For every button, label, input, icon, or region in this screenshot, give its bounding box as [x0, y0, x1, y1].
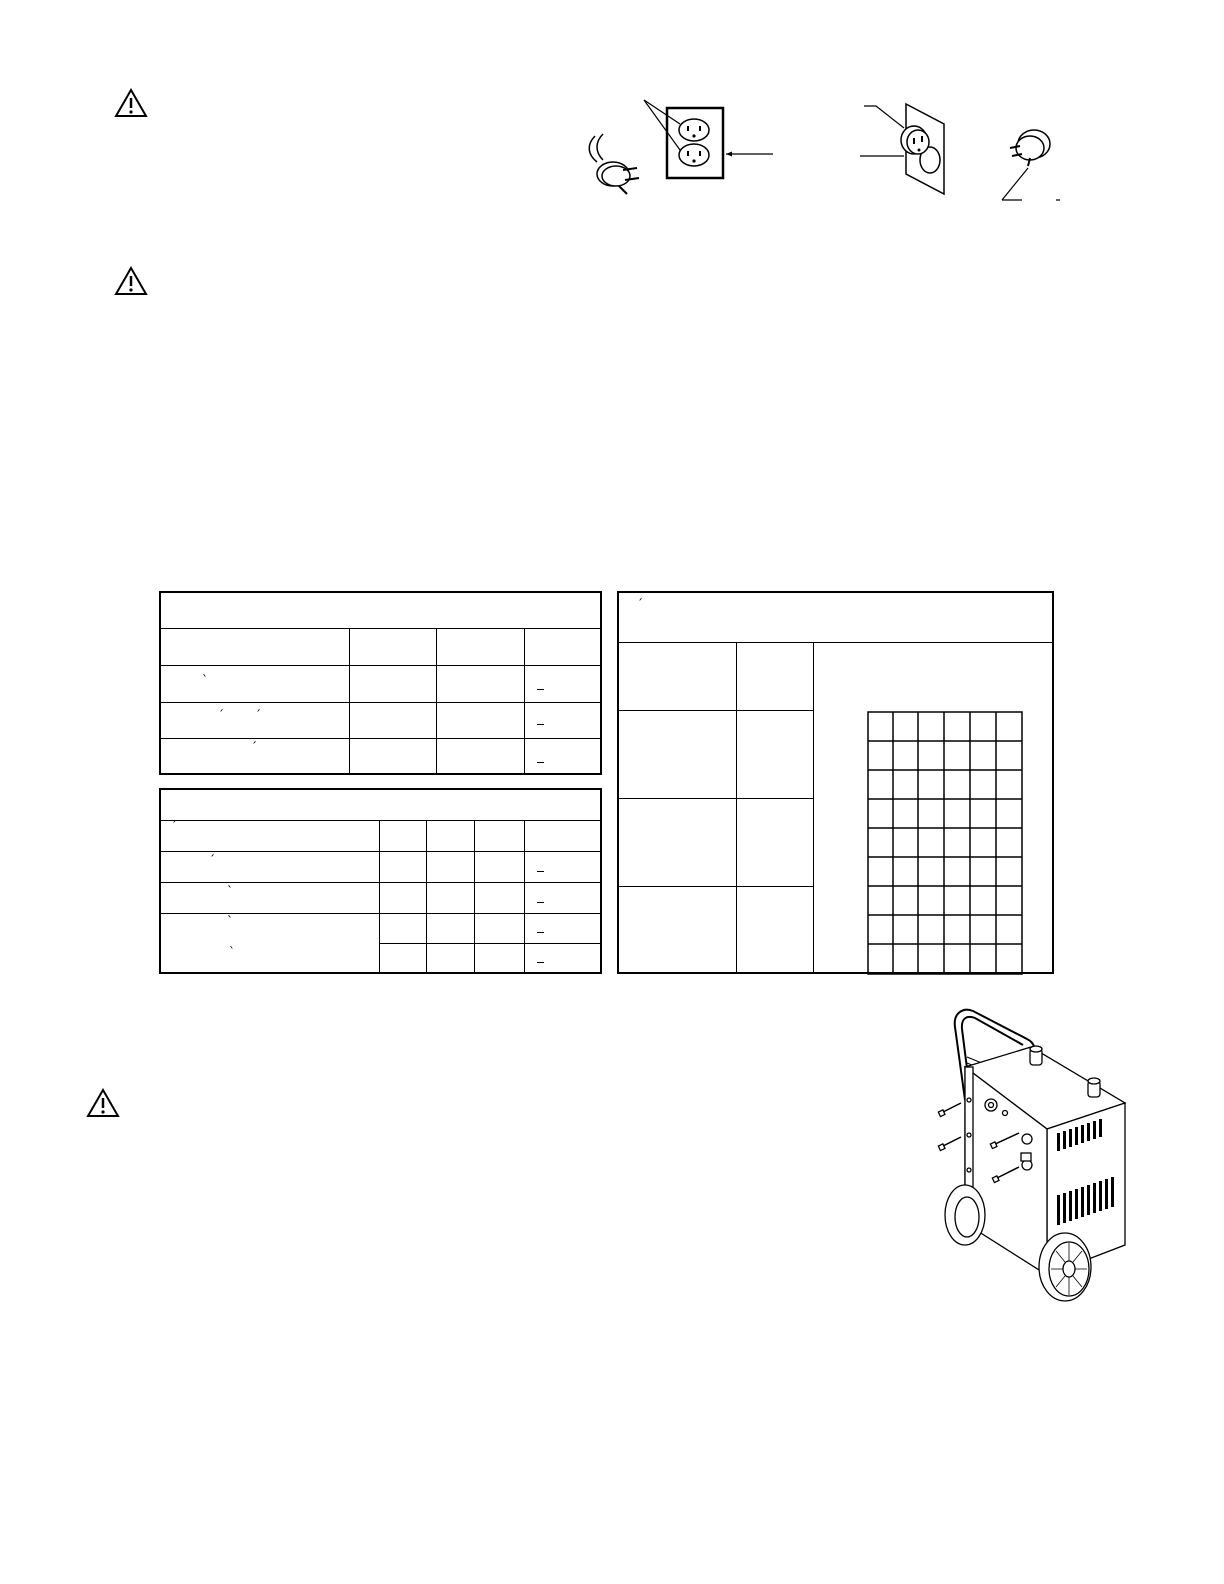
warning-triangle-icon [114, 88, 148, 118]
plug-with-cord-icon [583, 132, 645, 200]
specification-table-a: ` ´ ´ ´ [159, 591, 602, 775]
warning-triangle-icon [86, 1088, 120, 1118]
charger-cart-assembly-icon [935, 1005, 1135, 1305]
duplex-outlet-icon [640, 98, 780, 182]
warning-triangle-icon [114, 266, 148, 296]
adapter-in-outlet-icon [856, 102, 952, 198]
specification-table-b: ´ ´ ` ` ` [159, 788, 602, 974]
grounding-adapter-icon [1000, 126, 1062, 202]
specification-table-c: ´ [617, 591, 1054, 974]
table-c-grid [867, 711, 1023, 975]
